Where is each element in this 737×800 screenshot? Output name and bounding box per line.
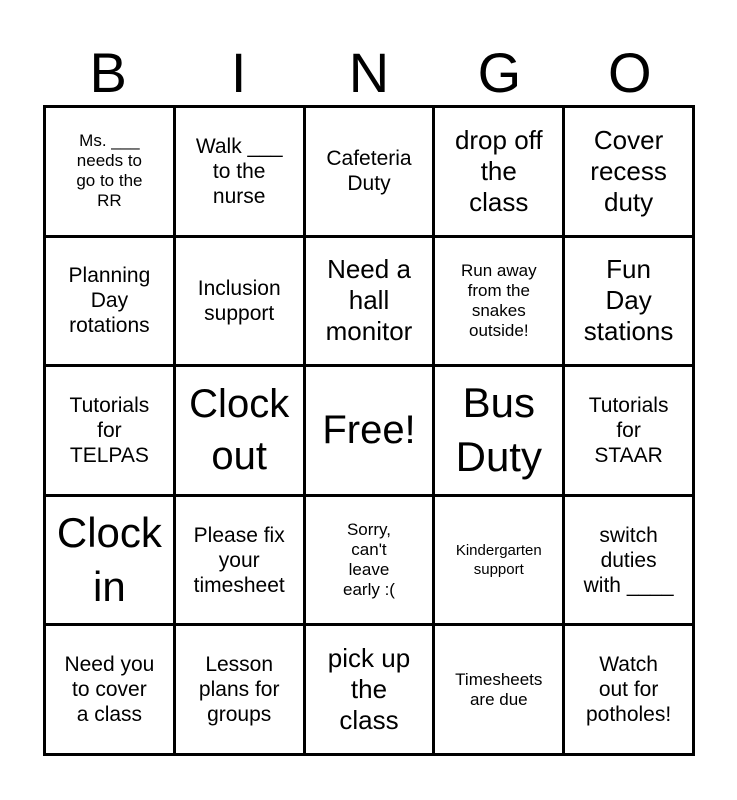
bingo-cell[interactable]: Planning Day rotations — [46, 238, 173, 365]
header-letter-i: I — [230, 41, 247, 104]
bingo-cell[interactable]: Sorry, can't leave early :( — [306, 497, 433, 624]
bingo-cell-free[interactable]: Free! — [306, 367, 433, 494]
bingo-cell[interactable]: Cafeteria Duty — [306, 108, 433, 235]
header-letter-g: G — [477, 41, 522, 104]
header-letter-o: O — [608, 41, 652, 104]
bingo-cell[interactable]: Kindergarten support — [435, 497, 562, 624]
bingo-card-grid — [43, 105, 695, 756]
bingo-cell[interactable]: Please fix your timesheet — [176, 497, 303, 624]
bingo-cell[interactable]: Clock out — [176, 367, 303, 494]
bingo-cell[interactable]: pick up the class — [306, 626, 433, 753]
bingo-cell[interactable]: drop off the class — [435, 108, 562, 235]
bingo-cell[interactable]: Timesheets are due — [435, 626, 562, 753]
bingo-cell[interactable]: Bus Duty — [435, 367, 562, 494]
bingo-cell[interactable]: Tutorials for STAAR — [565, 367, 692, 494]
bingo-cell[interactable]: Clock in — [46, 497, 173, 624]
bingo-cell[interactable]: Fun Day stations — [565, 238, 692, 365]
bingo-cell[interactable]: Watch out for potholes! — [565, 626, 692, 753]
bingo-cell[interactable]: Walk ___ to the nurse — [176, 108, 303, 235]
header-letter-b: B — [89, 41, 127, 104]
bingo-cell[interactable]: Need a hall monitor — [306, 238, 433, 365]
bingo-cell[interactable]: Cover recess duty — [565, 108, 692, 235]
bingo-cell[interactable]: Tutorials for TELPAS — [46, 367, 173, 494]
bingo-cell[interactable]: switch duties with ____ — [565, 497, 692, 624]
bingo-cell[interactable]: Run away from the snakes outside! — [435, 238, 562, 365]
bingo-header — [43, 42, 695, 104]
bingo-cell[interactable]: Need you to cover a class — [46, 626, 173, 753]
bingo-cell[interactable]: Inclusion support — [176, 238, 303, 365]
bingo-cell[interactable]: Ms. ___ needs to go to the RR — [46, 108, 173, 235]
bingo-cell[interactable]: Lesson plans for groups — [176, 626, 303, 753]
header-letter-n: N — [348, 41, 390, 104]
